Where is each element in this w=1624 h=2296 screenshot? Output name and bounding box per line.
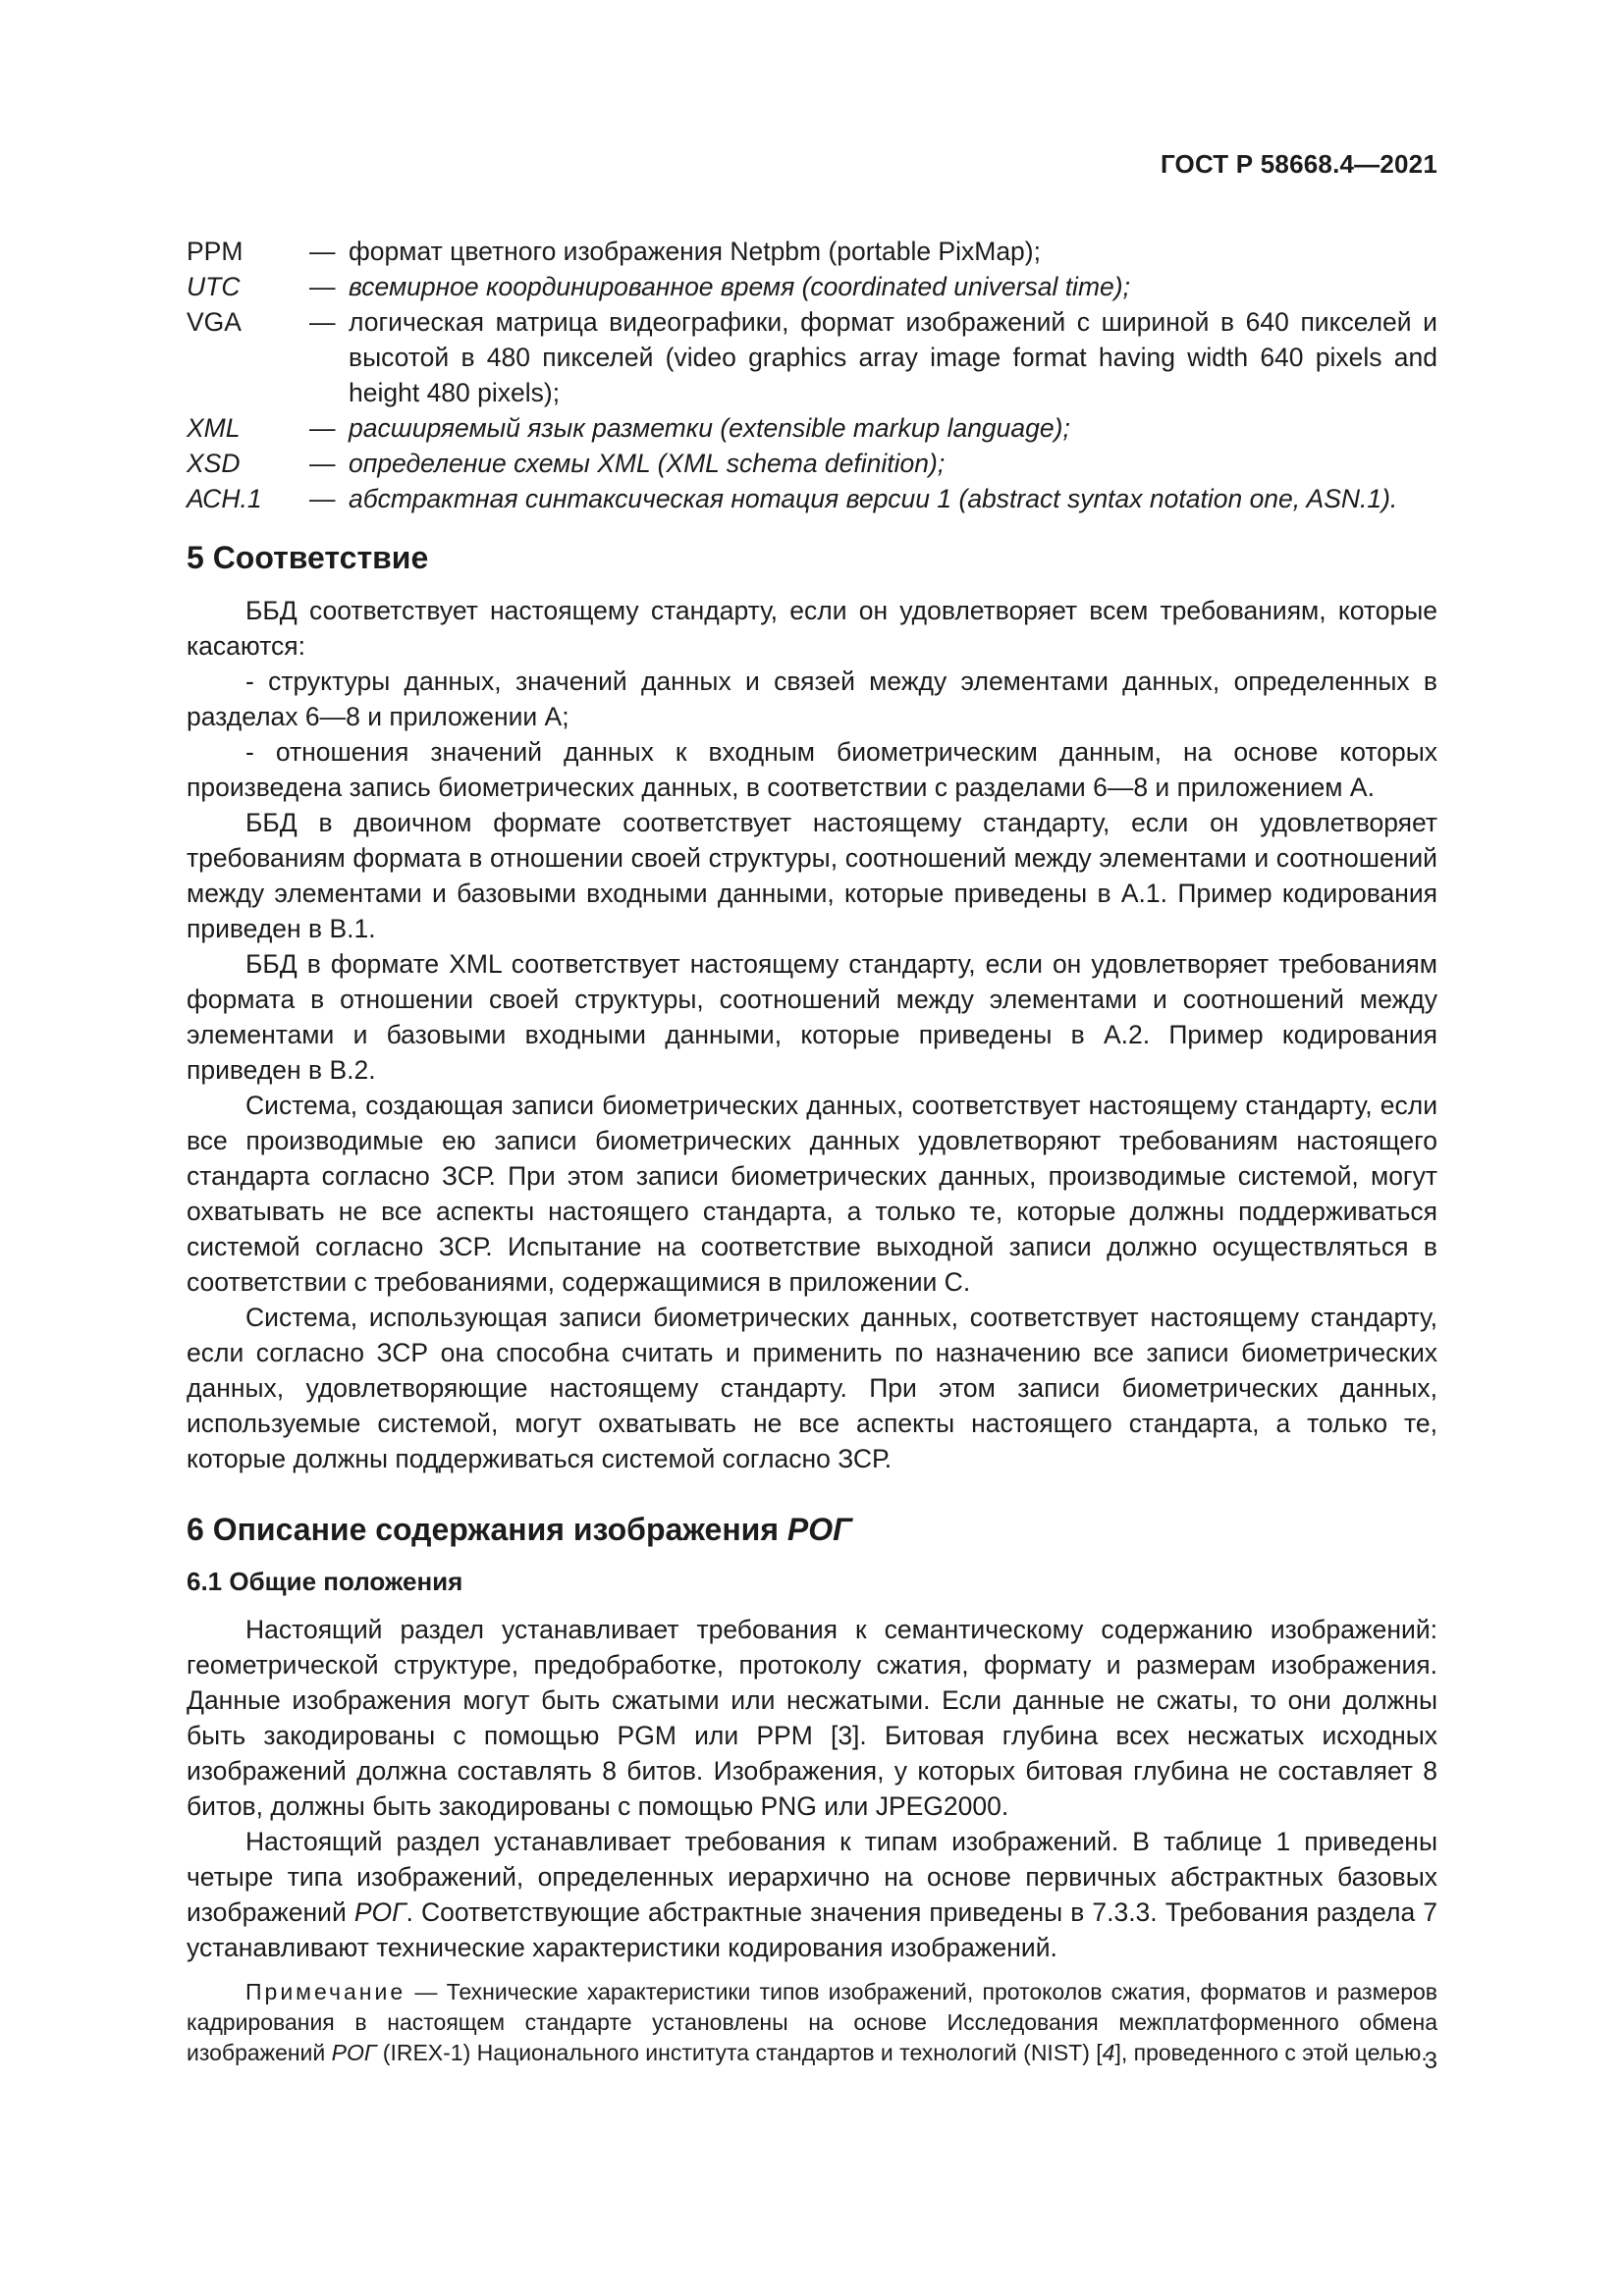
page-number: 3 [1424,2048,1437,2074]
document-standard-header: ГОСТ Р 58668.4—2021 [1160,149,1437,179]
note-text-c: ], проведенного с этой целью. [1114,2040,1428,2065]
note-italic-1: РОГ [331,2040,377,2065]
abbreviation-dash: — [309,413,336,443]
abbreviation-description: расширяемый язык разметки (extensible markup language); [349,413,1070,443]
abbreviation-term: VGA [187,307,242,337]
abbreviation-term: UTC [187,272,241,301]
section-6-heading-italic: РОГ [786,1512,852,1547]
abbreviation-term: PPM [187,237,244,266]
section-5-paragraph: ББД в формате XML соответствует настоящему стандарту, если он удовлетворяет требованиям формата в отношении своей структуры, соотношений между элементами и соотношений между элементами и базовыми входными данными, которые приведены в А.2. Пример кодирования приведен в В.2. [187,949,1437,1085]
abbreviation-row [187,234,1437,269]
note-text-b: (IREX-1) Национального института стандартов и технологий (NIST) [ [376,2040,1103,2065]
abbreviation-term: АСН.1 [187,484,262,513]
abbreviation-term: XML [187,413,241,443]
abbreviation-row [187,304,1437,410]
abbreviation-dash: — [309,237,336,266]
section-6-heading-text: 6 Описание содержания изображения [187,1512,787,1547]
abbreviation-description: логическая матрица видеографики, формат изображений с шириной в 640 пикселей и высотой в 480 пикселей (video graphics array image format having width 640 pixels and height 480 pixels); [349,307,1437,407]
abbreviation-dash: — [309,484,336,513]
section-6-para2-text-b: . Соответствующие абстрактные значения приведены в 7.3.3. Требования раздела 7 устанавливают технические характеристики кодирования изображений. [187,1897,1437,1962]
abbreviation-row [187,410,1437,446]
abbreviation-dash: — [309,272,336,301]
section-5-heading: 5 Соответствие [187,540,429,575]
note-text-a: — Технические характеристики типов изображений, протоколов сжатия, форматов и размеров кадрирования в настоящем стандарте установлены на основе Исследования межплатформенного обмена изображений [187,1979,1437,2065]
abbreviation-term: XSD [187,449,241,478]
abbreviation-row [187,481,1437,516]
abbreviation-list [187,234,1437,516]
abbreviation-row [187,269,1437,304]
note-label: Примечание [245,1979,406,2004]
section-6-heading [187,1510,1437,1549]
note-italic-2: 4 [1102,2040,1115,2065]
subsection-6-1-heading: 6.1 Общие положения [187,1567,463,1596]
section-5-paragraph: Система, использующая записи биометрических данных, соответствует настоящему стандарту, если согласно ЗСР она способна считать и применить по назначению все записи биометрических данных, удовлетворяющие настоящему стандарту. При этом записи биометрических данных, используемые системой, могут охватывать не все аспекты настоящего стандарта, а только те, которые должны поддерживаться системой согласно ЗСР. [187,1303,1437,1473]
section-5-paragraph: ББД в двоичном формате соответствует настоящему стандарту, если он удовлетворяет требованиям формата в отношении своей структуры, соотношений между элементами и соотношений между элементами и базовыми входными данными, которые приведены в А.1. Пример кодирования приведен в В.1. [187,808,1437,943]
abbreviation-row [187,446,1437,481]
section-6-para2-text-a: Настоящий раздел устанавливает требования к типам изображений. В таблице 1 приведены четыре типа изображений, определенных иерархично на основе первичных абстрактных базовых изображений [187,1827,1437,1927]
abbreviation-description: абстрактная синтаксическая нотация версии 1 (abstract syntax notation one, ASN.1). [349,484,1398,513]
section-5-paragraph: Система, создающая записи биометрических данных, соответствует настоящему стандарту, если все производимые ею записи биометрических данных удовлетворяют требованиям настоящего стандарта согласно ЗСР. При этом записи биометрических данных, производимые системой, могут охватывать не все аспекты настоящего стандарта, а только те, которые должны поддерживаться системой согласно ЗСР. Испытание на соответствие выходной записи должно осуществляться в соответствии с требованиями, содержащимися в приложении С. [187,1091,1437,1297]
note-paragraph [187,1977,1437,2068]
section-5-list-item: - отношения значений данных к входным биометрическим данным, на основе которых произведена запись биометрических данных, в соответствии с разделами 6—8 и приложением А. [187,737,1437,802]
abbreviation-dash: — [309,449,336,478]
section-6-paragraph: Настоящий раздел устанавливает требования к семантическому содержанию изображений: геометрической структуре, предобработке, протоколу сжатия, формату и размерам изображения. Данные изображения могут быть сжатыми или несжатыми. Если данные не сжаты, то они должны быть закодированы с помощью PGM или PPM [3]. Битовая глубина всех несжатых исходных изображений должна составлять 8 битов. Изображения, у которых битовая глубина не составляет 8 битов, должны быть закодированы с помощью PNG или JPEG2000. [187,1615,1437,1821]
section-6-para2-italic: РОГ [353,1897,406,1927]
section-6-paragraph [187,1824,1437,1965]
abbreviation-description: всемирное координированное время (coordinated universal time); [349,272,1130,301]
abbreviation-dash: — [309,307,336,337]
page-content [187,234,1437,2068]
section-5-list-item: - структуры данных, значений данных и связей между элементами данных, определенных в разделах 6—8 и приложении А; [187,667,1437,731]
abbreviation-description: формат цветного изображения Netpbm (portable PixMap); [349,237,1041,266]
section-5-paragraph: ББД соответствует настоящему стандарту, если он удовлетворяет всем требованиям, которые касаются: [187,596,1437,661]
abbreviation-description: определение схемы XML (XML schema definition); [349,449,946,478]
